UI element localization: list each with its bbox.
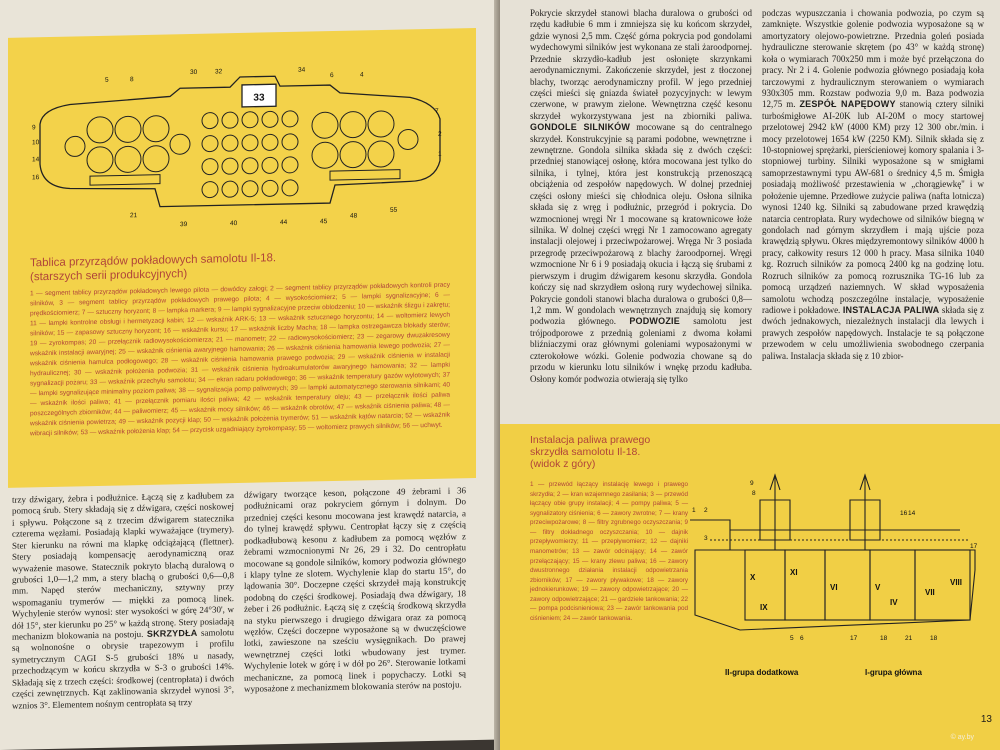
body-text: stanowią cztery silniki turbośmigłowe AI-20K lub AI-20M o mocy startowej przelotowej 2942 kW (4000 KM) przy 12 300 obr./min. i mocy przelotowej 1654 kW (2250 KM). Silnik składa się z 10-stopniowej sprężarki, pierścieniowej komory spalania i 3-stopniowej turbiny. Silniki wyposażone są w smigłami samoprzestawnymi typu AW-681 o średnicy 4,5 m. Śmigła posiadają możliwość przestawienia w „chorągiewkę" i w położenie ujemne. Przedłowe zużycie paliwa (nafta lotnicza) wynosi 1240 kg. Silniki są zabudowane przed krawędzią natarcia centropłata. Rury wydechowe od silników biegną w gondolach nad górnym skrzydłem i mają ujście poza krawędzią spływu. Okres międzyremontowy silników 4000 h pracy, całkowity resurs 12 000 h pracy. Masa silnika 1040 kg. Rozruch silników za pomocą 2400 kg na godzinę lotu. Rozruch silników za pomocą rozrusznika TG-16 lub za pomocą urządzeń naziemnych. [762,99,984,293]
svg-text:14: 14 [32,156,40,164]
section-heading: INSTALACJA PALIWA [842,304,940,315]
svg-text:6: 6 [330,72,334,80]
group-label-primary: I-grupa główna [865,668,922,677]
group-label-secondary: II-grupa dodatkowa [725,668,799,677]
svg-text:55: 55 [390,206,398,214]
svg-text:5: 5 [105,76,109,84]
svg-text:21: 21 [130,212,138,220]
caption-title-line: skrzydła samolotu Il-18. [530,446,641,459]
svg-text:45: 45 [320,218,328,226]
svg-text:48: 48 [350,212,358,220]
svg-text:9: 9 [32,124,36,132]
body-text: samolotu są wolnonośne o obrysie trapezowym i profilu symetrycznym CAGI S-5 grubości 18% u nasady, przechodzącym w końcu skrzydła w S-3 o grubości 14%. Składają się z trzech części: środkowej (centropłata) i dwóch części zewnętrznych. Kąt zaklinowania skrzydeł wynosi 3°, wznios 3°. Elementem nośnym centropłata są trzy [12,627,235,711]
svg-text:17: 17 [970,543,978,550]
svg-text:X: X [750,573,756,582]
caption-title-line: Instalacja paliwa prawego [530,434,651,446]
svg-text:2: 2 [704,507,708,514]
screen-number: 33 [253,92,265,104]
svg-text:8: 8 [752,490,756,497]
svg-text:44: 44 [280,218,288,227]
section-heading: SKRZYDŁA [146,627,198,639]
svg-text:4: 4 [360,71,364,79]
svg-text:30: 30 [190,68,198,77]
body-text: składa się z dwóch jednakowych, niezależnych instalacji dla lewych i prawych zespołów napędowych. Instalacje te są połączone przewodem w celu umożliwienia swobodnego czerpania paliwa. Instalacja składa się z 10 zbior- [762,304,984,361]
section-heading: PODWOZIE [629,316,680,327]
svg-text:3: 3 [704,535,708,542]
svg-text:7: 7 [434,107,439,115]
svg-text:VII: VII [925,588,935,597]
fuel-legend: 1 — przewód łączący instalację lewego i prawego skrzydła; 2 — kran wzajemnego zasilania; 3 — przewód łączący obie grupy instalacji; 4 — pompy paliwa; 5 — sygnalizatory ciśnienia; 6 — zawory zwrotne; 7 — krany przeciwpożarowe; 8 — filtry zgrubnego oczyszczania; 9 — filtry dokładnego oczyszczania; 10 — dajnik przepływomierzy; 11 — przepływomierz; 12 — dajniki manometrów; 13 — zawór odcinający; 14 — zawór przełączający; 15 — krany zlewu paliwa; 16 — zawory dwustronnego działania instalacji odpowietrzania zbiorników; 17 — zawory pływakowe; 18 — zawory jednokierunkowe; 19 — zawory odpowietrzające; 20 — zawory odpowietrzające; 21 — gardziele tankowania; 22 — pompa podcisnieniowa; 23 — zawór tankowania pod ciśnieniem; 24 — zawór tankowania. [530,481,688,622]
right-column-2 [762,8,984,418]
right-page [500,0,1000,750]
caption-subtitle-line: (starszych serii produkcyjnych) [30,267,188,284]
svg-text:14: 14 [908,510,916,517]
svg-text:V: V [875,583,881,592]
panel-legend: 1 — segment tablicy przyrządów pokładowych lewego pilota — dowódcy załogi; 2 — segment tablicy przyrządów pokładowych kontroli pracy silników, 3 — segment tablicy przyrządów pokładowych prawego pilota; 4 — wysokościomierz; 5 — lampki sygnalizacyjne; 6 — prędkościomierz; 7 — sztuczny horyzont; 8 — lampka markera; 9 — lampki sygnalizacyjne przeciw oblodzeniu; 10 — wskaźnik ślizgu i zakrętu; 11 — lampki kontrolne obsługi i hermetyzacji kabin; 12 — wskaźnik ARK-5; 13 — wskaźnik sztucznego horyzontu; 14 — woltomierz lewych silników; 15 — zapasowy sztuczny horyzont; 16 — wskaźnik kursu; 17 — wskaźnik liczby Macha; 18 — lampka ostrzegawcza blokady sterów; 19 — zyrokompas; 20 — przełącznik radiowysokościomierza; 21 — manometr; 22 — radiowysokościomierz; 23 — zegarowy dwuzakresowy wskaźnik instalacji awaryjnej; 25 — wskaźnik ciśnienia awaryjnego hamowania; 26 — wskaźnik ciśnienia hamowania lewego podwozia; 27 — wskaźnik ciśnienia hamulca podłogowego; 28 — wskaźnik ciśnienia hamowania prawego podwozia; 29 — wskaźnik ciśnienia w instalacji hydraulicznej; 30 — wskaźnik położenia podwozia; 31 — wskaźnik ciśnienia hydroakumulatorów awaryjnego hamowania; 32 — lampki sygnalizacji pożaru; 33 — wskaźnik przechyłu samolotu; 34 — ekran radaru pokładowego; 36 — wskaźnik temperatury gazów wylotowych; 37 — lampki sygnalizujące minimalny poziom paliwa; 38 — sygnalizacja pomp paliwowych; 39 — lampki automatycznego sterowania silnikami; 40 — wskaźnik ilości paliwa; 41 — przełącznik pomiaru ilości paliwa; 42 — wskaźnik temperatury oleju; 43 — przełącznik ilości paliwa poszczególnych zbiorników; 44 — paliwomierz; 45 — wskaźnik mocy silników; 46 — wskaźnik obrotów; 47 — wskaźnik ciśnienia paliwa; 48 — wskaźnik ciśnienia powietrza; 49 — wskaźnik pozycji klap; 50 — wskaźnik położenia trymerów; 51 — wskaźnik kątów natarcia; 52 — wskaźnik wibracji silników; 53 — wskaźnik położenia klap; 54 — przycisk uzgadniający żyrokompasy; 55 — woltomierz prawych silników; 56 — uchwyt. [30,281,450,438]
svg-text:21: 21 [905,635,913,642]
fuel-caption-title [530,434,680,470]
left-column-1 [12,490,234,712]
left-column-2: dźwigary tworzące keson, połączone 49 żebrami i 36 podłużnicami oraz pokryciem górnym i dolnym. Do przedniej części kesonu mocowana jest krawędź natarcia, a do tylnej krawędź spływu. Centropłat łączy się z częścią podkadłubową kesonu z kadłubem za pomocą węzłów z żebrami wzmocnionymi Nr 26, 29 i 32. Do centropłatu mocowane są gondole silników, komory podwozia głównego i klapy tylne ze slotem. Wychylenie klap do startu 15°, do lądowania 30°. Doczepne części skrzydeł mają konstrukcję podobną do części środkowej. Posiadają dwa dźwigary, 18 żeber i 26 podłużnic. Łączą się z częścią środkową skrzydła na styku pierwszego i drugiego dźwigara oraz za pomocą węzłów. Części doczepne wyposażone są w dwuczęściowe lotki, zawieszone na sześciu wysięgnikach. Do prawej wewnętrznej części lotki wbudowany jest trymer. Wychylenie lotek w górę i w dół po 26°. Sterowanie lotkami mechaniczne, za pomocą linek i popychaczy. Lotki są wyposażone z mechanizmem blokowania sterów na postoju. [244,485,466,695]
svg-text:17: 17 [850,635,858,642]
svg-text:VI: VI [830,583,838,592]
svg-text:6: 6 [800,635,804,642]
svg-text:IV: IV [890,598,898,607]
svg-text:IX: IX [760,603,768,612]
right-column-1 [530,8,752,418]
svg-text:39: 39 [180,221,188,229]
svg-text:16: 16 [32,174,40,182]
body-text: samolotu jest trójpodporowe z przednią goleniami z dwoma kołami bliźniaczymi oraz głównymi goleniami wyposażonymi w czterokołowe wózki. Golenie podwozia chowane są do przodu w kierunku lotu silników i wnękę przodu kadłuba. Osłony komór podwozia otwierają się tylko [530,316,752,384]
page-number: 13 [980,714,992,725]
caption-subtitle-line: (widok z góry) [530,458,596,471]
svg-text:VIII: VIII [950,578,963,587]
svg-text:2: 2 [438,130,442,138]
section-heading: ZESPÓŁ NAPĘDOWY [799,99,896,110]
body-text: trzy dźwigary, żebra i podłużnice. Łączą się z kadłubem za pomocą śrub. Stery składają się z dźwigara, części noskowej i spływu. Połączone są z trzecim dźwigarem statecznika czterema węzłami. Posiadają klapki wyważające (trymery). Ster kierunku na równi ma klapkę odciążającą (flettner). Stery posiadają kompensację aerodynamiczną oraz wyważenie masowe. Statecznik pokryto blachą duralową o grubości 1,0—1,2 mm, a stery blachą o grubości 0,6—0,8 mm. Napęd sterów mechaniczny, sztywny przy wspomaganiu trymerów — miękki za pomocą linek. Wychylenie sterów wynosi: ster wysokości w górę 24°30', w dół 15°, ster kierunku po 25° w każdą stronę. Stery posiadają mechanizm blokowania na postoju. [12,490,234,642]
svg-text:9: 9 [750,480,754,487]
body-text: W skład wyposażenia samolotu wchodzą poszczególne instalacje, wyposażenie radiowe i pokładowe. [762,282,984,315]
svg-text:5: 5 [790,635,794,642]
svg-text:18: 18 [930,635,938,642]
caption-title-line: Tablica przyrządów pokładowych samolotu Il-18. [30,252,277,270]
body-text: podczas wypuszczania i chowania podwozia, po czym są zamknięte. Wszystkie golenie podwozia wyposażone są w amortyzatory olejowo-powietrzne. Przednia goleń posiada hydrauliczne sterowanie skrętem (po 43° w każdą stronę) koła o wymiarach 700x250 mm i może być przełączona do pracy. Nr 2 i 4. Golenie podwozia głównego posiadają koła tarczowymi z hydraulicznym sterowaniem o wymiarach 930x305 mm. Rozstaw podwozia 9,0 m. Baza podwozia 12,75 m. [762,8,984,110]
watermark: © ay.by [950,734,974,741]
svg-text:10: 10 [32,139,40,147]
svg-text:1: 1 [438,150,442,158]
svg-text:18: 18 [880,635,888,642]
instrument-panel-diagram [30,61,450,235]
section-heading: GONDOLE SILNIKÓW [530,122,631,133]
svg-text:8: 8 [130,76,134,84]
svg-text:XI: XI [790,568,798,577]
svg-text:32: 32 [215,68,223,76]
body-text: mocowane są do centralnego skrzydeł. Konstrukcyjnie są parami podobne, wewnętrzne i zewnętrzne. Gondola silnika składa się z dwóch części: przedniej stanowiącej osłonę, która mocowana jest tylko do silnika, i tylnej, która jest konstrukcją przenoszącą obciążenia od zespołów napędowych. W dolnej przedniej części osłony mieści się chłodnica oleju. Osłona silnika składa się z wręg i podłużnic, przegród i pokrycia. Do wzmocnionej wręgi Nr 1 mocowane są kratownicowe łoże silnika. W dolnej części wręgi Nr 1 zamocowano agregaty instalacji olejowej i przeciwpożarowej. Wręga Nr 3 posiada przegrodę przeciwpożarową z blachy żaroodpornej. Wręgi wzmocnione Nr 6 i 9 posiadają okucia i łączą się śrubami z pierwszym i drugim dźwigarem kesonu skrzydła. Gondola kończy się nad skrzydłem osłoną rury wydechowej silnika. Pokrycie gondoli stanowi blacha duralowa o grubości 0,8—1,2 mm. W gondolach wewnętrznych znajdują się komory podwozia głównego. [530,122,752,327]
body-text: Pokrycie skrzydeł stanowi blacha duralowa o grubości od rzędu kadłubie 6 mm i zmniejsza się ku końcom skrzydeł, gdzie wynosi 2,5 mm. Część górna pokrycia pod gondolami wydechowymi silników jest wykonana ze stali żaroodpornej. Przednie skrzydło-kadłub jest osłonięte skrzynkami aerodynamicznymi. Zakończenie skrzydeł, jest z tłoczonej blachy, tworząc aerodynamiczny profil. W jego przedniej części mieści się gniazda świateł pozycyjnych: w lewym czerwone, w prawym zielone. Wewnętrzna część kesonu skrzydeł wykorzystywana jest na zbiorniki paliwa. [530,8,752,121]
svg-text:1: 1 [692,507,696,514]
svg-text:34: 34 [298,66,306,74]
svg-text:16: 16 [900,510,908,517]
fuel-system-diagram [690,440,980,690]
svg-text:40: 40 [230,220,238,228]
